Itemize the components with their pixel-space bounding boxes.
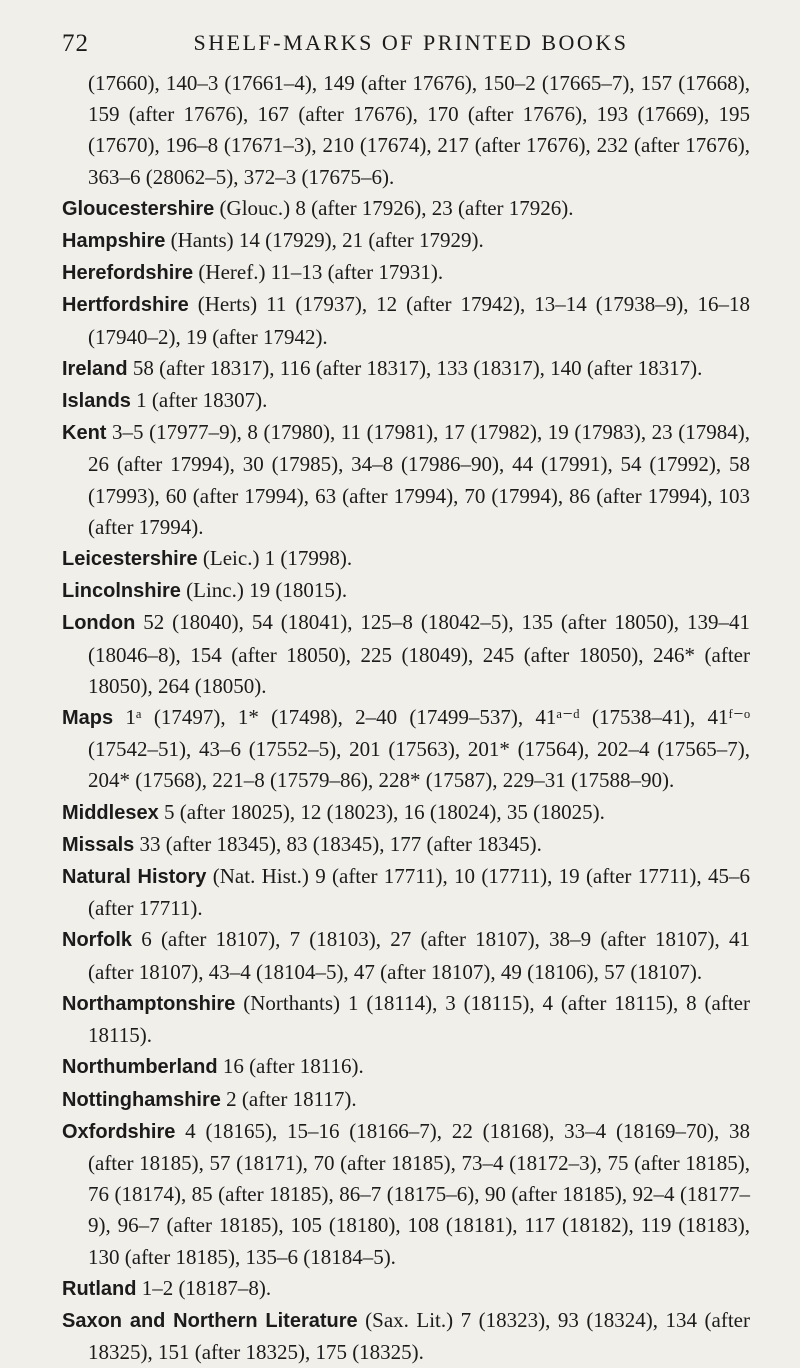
index-entry [62, 1084, 750, 1116]
index-entry [62, 575, 750, 607]
index-entry [62, 543, 750, 575]
entry-heading: Saxon and Northern Literature [62, 1309, 358, 1332]
entry-heading: Leicestershire [62, 548, 198, 571]
entry-heading: Islands [62, 390, 131, 413]
page-number: 72 [62, 30, 89, 57]
entry-references: 5 (after 18025), 12 (18023), 16 (18024), 35 (18025). [158, 799, 605, 824]
index-entry [62, 797, 750, 829]
entry-heading: Oxfordshire [62, 1120, 176, 1143]
entry-heading: Kent [62, 422, 107, 445]
entry-heading: Ireland [62, 357, 128, 380]
entry-references: 1 (after 18307). [130, 388, 268, 413]
entry-heading: Norfolk [62, 929, 132, 952]
entry-references: (Glouc.) 8 (after 17926), 23 (after 17926). [214, 195, 574, 220]
entry-heading: Middlesex [62, 801, 159, 824]
index-entry [62, 417, 750, 543]
index-entries [62, 68, 750, 1368]
index-entry [62, 607, 750, 702]
entry-heading: London [62, 612, 136, 635]
entry-heading: Gloucestershire [62, 197, 215, 220]
entry-heading: Missals [62, 833, 135, 856]
index-entry [62, 924, 750, 987]
entry-references: (Herts) 11 (17937), 12 (after 17942), 13–14 (17938–9), 16–18 (17940–2), 19 (after 17942). [88, 292, 750, 349]
running-title: SHELF-MARKS OF PRINTED BOOKS [193, 30, 629, 55]
entry-references: 1–2 (18187–8). [136, 1275, 272, 1300]
entry-references: 3–5 (17977–9), 8 (17980), 11 (17981), 17 (17982), 19 (17983), 23 (17984), 26 (after 17994), 30 (17985), 34–8 (17986–90), 44 (17991), 54 (17992), 58 (17993), 60 (after 17994), 63 (after 17994), 70 (17994), 86 (after 17994), 103 (after 17994). [88, 420, 750, 539]
entry-references: 1ᵃ (17497), 1* (17498), 2–40 (17499–537), 41ᵃ⁻ᵈ (17538–41), 41ᶠ⁻ᵒ (17542–51), 43–6 (17552–5), 201 (17563), 201* (17564), 202–4 (17565–7), 204* (17568), 221–8 (17579–86), 228* (17587), 229–31 (17588–90). [88, 705, 750, 793]
entry-references: (Leic.) 1 (17998). [197, 546, 353, 571]
index-entry [62, 702, 750, 797]
entry-references: 33 (after 18345), 83 (18345), 177 (after 18345). [134, 831, 542, 856]
entry-references: 2 (after 18117). [220, 1086, 357, 1111]
index-entry [62, 289, 750, 352]
entry-references: 6 (after 18107), 7 (18103), 27 (after 18107), 38–9 (after 18107), 41 (after 18107), 43–4 (18104–5), 47 (after 18107), 49 (18106), 57 (18107). [88, 927, 750, 984]
index-entry [62, 193, 750, 225]
index-entry [62, 68, 750, 193]
index-entry [62, 1273, 750, 1305]
index-entry [62, 1305, 750, 1368]
entry-references: 16 (after 18116). [217, 1054, 364, 1079]
entry-heading: Hertfordshire [62, 294, 189, 317]
entry-heading: Rutland [62, 1277, 137, 1300]
entry-heading: Hampshire [62, 230, 166, 253]
index-entry [62, 829, 750, 861]
entry-references: (Hants) 14 (17929), 21 (after 17929). [165, 228, 484, 253]
entry-references: 4 (18165), 15–16 (18166–7), 22 (18168), 33–4 (18169–70), 38 (after 18185), 57 (18171), 70 (after 18185), 73–4 (18172–3), 75 (after 18185), 76 (18174), 85 (after 18185), 86–7 (18175–6), 90 (after 18185), 92–4 (18177–9), 96–7 (after 18185), 105 (18180), 108 (18181), 117 (18182), 119 (18183), 130 (after 18185), 135–6 (18184–5). [88, 1118, 750, 1269]
index-entry [62, 988, 750, 1051]
entry-references: (Linc.) 19 (18015). [180, 578, 348, 603]
entry-heading: Lincolnshire [62, 580, 181, 603]
entry-heading: Maps [62, 707, 114, 730]
entry-references: (17660), 140–3 (17661–4), 149 (after 17676), 150–2 (17665–7), 157 (17668), 159 (after 17676), 167 (after 17676), 170 (after 17676), 193 (17669), 195 (17670), 196–8 (17671–3), 210 (17674), 217 (after 17676), 232 (after 17676), 363–6 (28062–5), 372–3 (17675–6). [88, 71, 750, 189]
entry-heading: Herefordshire [62, 262, 194, 285]
index-entry [62, 861, 750, 924]
entry-references: 52 (18040), 54 (18041), 125–8 (18042–5), 135 (after 18050), 139–41 (18046–8), 154 (after 18050), 225 (18049), 245 (after 18050), 246* (after 18050), 264 (18050). [88, 610, 750, 698]
entry-heading: Northamptonshire [62, 992, 236, 1015]
entry-references: (Northants) 1 (18114), 3 (18115), 4 (after 18115), 8 (after 18115). [88, 990, 750, 1048]
page-header [62, 30, 760, 62]
entry-references: (Heref.) 11–13 (after 17931). [193, 260, 444, 285]
index-entry [62, 257, 750, 289]
entry-heading: Natural History [62, 866, 207, 889]
entry-references: (Nat. Hist.) 9 (after 17711), 10 (17711), 19 (after 17711), 45–6 (after 17711). [88, 864, 750, 921]
index-entry [62, 1051, 750, 1083]
entry-references: 58 (after 18317), 116 (after 18317), 133 (18317), 140 (after 18317). [127, 355, 703, 380]
entry-heading: Northumberland [62, 1056, 218, 1079]
entry-references: (Sax. Lit.) 7 (18323), 93 (18324), 134 (after 18325), 151 (after 18325), 175 (18325). [88, 1307, 750, 1365]
index-entry [62, 353, 750, 385]
index-entry [62, 385, 750, 417]
index-entry [62, 225, 750, 257]
entry-heading: Nottinghamshire [62, 1088, 221, 1111]
index-entry [62, 1116, 750, 1273]
